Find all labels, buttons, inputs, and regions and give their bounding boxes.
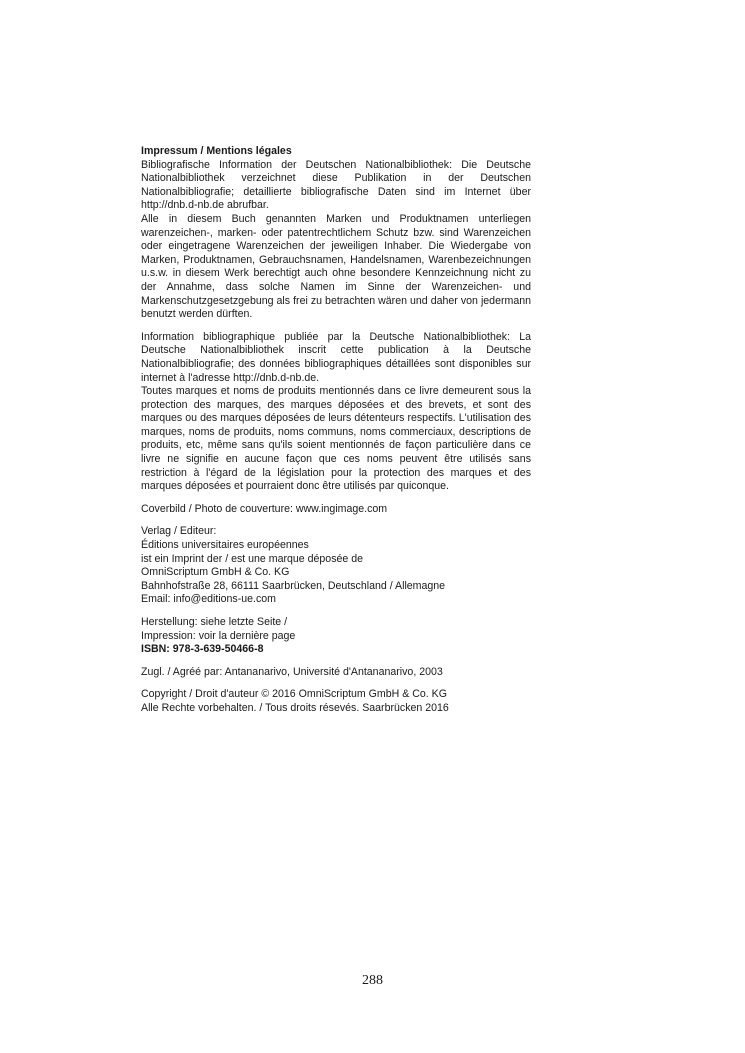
spacer [141,494,531,503]
publisher-line: Verlag / Editeur: [141,525,217,538]
french-bibliographic-info: Information bibliographique publiée par la Deutsche Nationalbibliothek: La Deutsche Nationalbibliothek inscrit cette publication à la Deutsche Nationalbibliografie; des données bibliographiques détaillées sont disponibles sur internet à l'adresse http://dnb.d-nb.de. [141,330,531,384]
spacer [141,516,531,525]
spacer [141,679,531,688]
cover-credit: Coverbild / Photo de couverture: www.ingimage.com [141,502,388,515]
copyright-line: Copyright / Droit d'auteur © 2016 OmniScriptum GmbH & Co. KG [141,688,447,701]
isbn: ISBN: 978-3-639-50466-8 [141,643,264,656]
page-number: 288 [362,973,383,988]
production-line: Impression: voir la dernière page [141,629,296,642]
spacer [141,322,531,331]
publisher-address: Bahnhofstraße 28, 66111 Saarbrücken, Deutschland / Allemagne [141,579,446,592]
publisher-line: Éditions universitaires européennes [141,539,309,552]
publisher-email: Email: info@editions-ue.com [141,593,276,606]
spacer [141,657,531,666]
imprint-block [141,145,531,716]
production-block [141,616,531,657]
copyright-line: Alle Rechte vorbehalten. / Tous droits résevés. Saarbrücken 2016 [141,701,449,714]
publisher-line: ist ein Imprint der / est une marque déposée de [141,552,364,565]
publisher-line: OmniScriptum GmbH & Co. KG [141,566,290,579]
german-trademark-notice: Alle in diesem Buch genannten Marken und Produktnamen unterliegen warenzeichen-, marken- oder patentrechtlichem Schutz bzw. sind Warenzeichen oder eingetragene Warenzeichen der jeweiligen Inhaber. Die Wiedergabe von Marken, Produktnamen, Gebrauchsnamen, Handelsnamen, Warenbezeichnungen u.s.w. in diesem Werk berechtigt auch ohne besondere Kennzeichnung nicht zu der Annahme, dass solche Namen im Sinne der Warenzeichen- und Markenschutzgesetzgebung als frei zu betrachten wären und daher von jedermann benutzt werden dürften. [141,212,531,321]
copyright-block [141,688,531,715]
approval-note: Zugl. / Agréé par: Antananarivo, Université d'Antananarivo, 2003 [141,665,443,678]
spacer [141,607,531,616]
publisher-block [141,525,531,607]
german-bibliographic-info: Bibliografische Information der Deutschen Nationalbibliothek: Die Deutsche Nationalbibliothek verzeichnet diese Publikation in der Deutschen Nationalbibliografie; detaillierte bibliografische Daten sind im Internet über http://dnb.d-nb.de abrufbar. [141,158,531,212]
production-line: Herstellung: siehe letzte Seite / [141,616,288,628]
french-trademark-notice: Toutes marques et noms de produits mentionnés dans ce livre demeurent sous la protection des marques, des marques déposées et des brevets, et sont des marques ou des marques déposées de leurs détenteurs respectifs. L'utilisation des marques, noms de produits, noms communs, noms commerciaux, descriptions de produits, etc, même sans qu'ils soient mentionnés de façon particulière dans ce livre ne signifie en aucune façon que ces noms peuvent être utilisés sans restriction à l'égard de la législation pour la protection des marques et des marques déposées et pourraient donc être utilisés par quiconque. [141,385,531,493]
imprint-heading: Impressum / Mentions légales [141,145,292,157]
